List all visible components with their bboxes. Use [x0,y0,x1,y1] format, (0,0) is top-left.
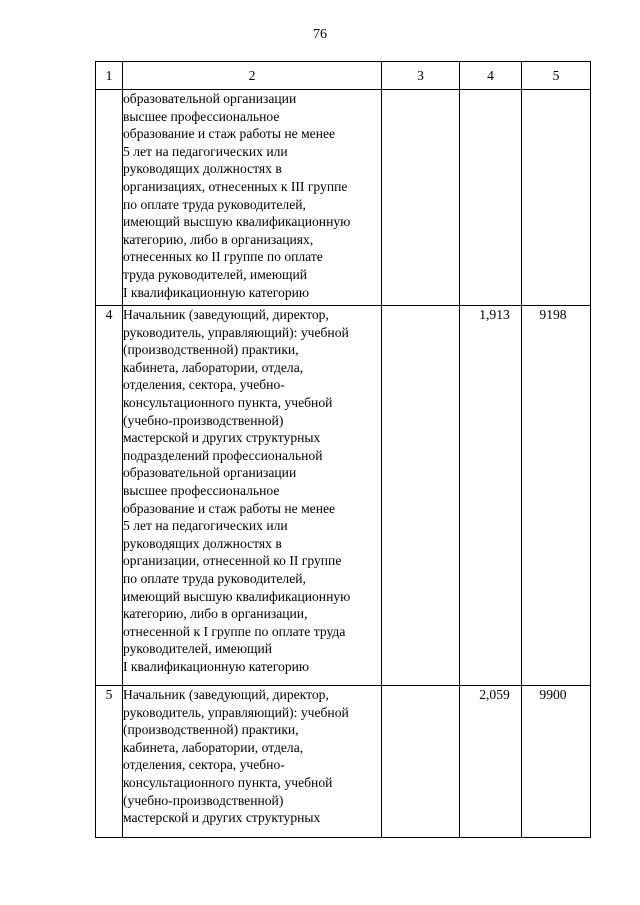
table-header-row [96,62,591,90]
amount-cell: 9900 [522,686,591,838]
page-number: 76 [313,27,327,42]
position-description-cell: образовательной организации высшее профессиональное образование и стаж работы не менее 5 лет на педагогических или руководящих должностях в организациях, отнесенных к III группе по оплате труда руководителей, имеющий высшую квалификационную категорию, либо в организациях, отнесенных ко II группе по оплате труда руководителей, имеющий I квалификационную категорию [123,90,382,306]
row-number-cell: 4 [96,306,123,686]
header-cell-4: 4 [460,62,522,90]
header-cell-3: 3 [382,62,460,90]
header-cell-5: 5 [522,62,591,90]
table-row [96,686,591,838]
table-row [96,306,591,686]
table-row [96,90,591,306]
row-number-cell: 5 [96,686,123,838]
row-number-cell [96,90,123,306]
salary-table [95,61,591,838]
amount-cell [522,90,591,306]
position-description-cell: Начальник (заведующий, директор, руководитель, управляющий): учебной (производственной) практики, кабинета, лаборатории, отдела, отделения, сектора, учебно- консультационного пункта, учебной (учебно-производственной) мастерской и других структурных подразделений профессиональной образовательной организации высшее профессиональное образование и стаж работы не менее 5 лет на педагогических или руководящих должностях в организации, отнесенной ко II группе по оплате труда руководителей, имеющий высшую квалификационную категорию, либо в организации, отнесенной к I группе по оплате труда руководителей, имеющий I квалификационную категорию [123,306,382,686]
position-description-cell: Начальник (заведующий, директор, руководитель, управляющий): учебной (производственной) практики, кабинета, лаборатории, отдела, отделения, сектора, учебно- консультационного пункта, учебной (учебно-производственной) мастерской и других структурных [123,686,382,838]
header-cell-1: 1 [96,62,123,90]
coefficient-cell: 2,059 [460,686,522,838]
amount-cell: 9198 [522,306,591,686]
coefficient-cell [460,90,522,306]
coefficient-cell: 1,913 [460,306,522,686]
header-cell-2: 2 [123,62,382,90]
column-3-cell [382,90,460,306]
column-3-cell [382,306,460,686]
column-3-cell [382,686,460,838]
